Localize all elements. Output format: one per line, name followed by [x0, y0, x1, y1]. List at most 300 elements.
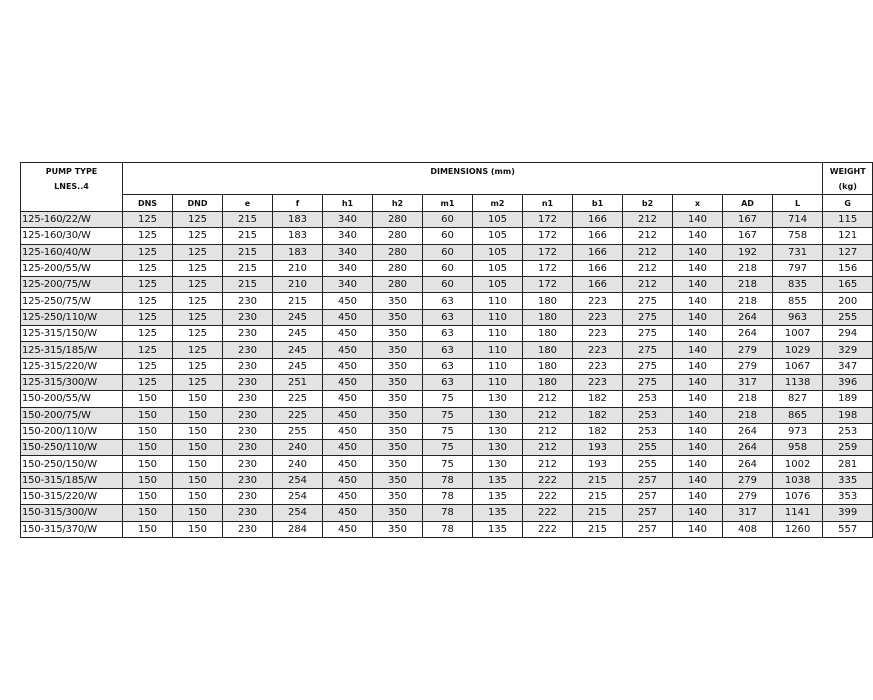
table-row: [21, 212, 873, 228]
cell-g: 396: [823, 374, 873, 390]
cell-b2: 212: [623, 244, 673, 260]
cell-m1: 75: [423, 423, 473, 439]
cell-dns: 125: [123, 326, 173, 342]
pump-type-cell: 125-200/75/W: [21, 277, 123, 293]
cell-g: 294: [823, 326, 873, 342]
column-header-ad: AD: [723, 195, 773, 212]
cell-b1: 223: [573, 326, 623, 342]
pump-type-cell: 125-200/55/W: [21, 260, 123, 276]
cell-f: 210: [273, 277, 323, 293]
cell-g: 353: [823, 489, 873, 505]
cell-ad: 317: [723, 374, 773, 390]
cell-dnd: 150: [173, 456, 223, 472]
pump-type-cell: 125-315/185/W: [21, 342, 123, 358]
cell-e: 230: [223, 423, 273, 439]
cell-l: 958: [773, 440, 823, 456]
table-row: [21, 521, 873, 537]
cell-b2: 275: [623, 309, 673, 325]
table-row: [21, 342, 873, 358]
cell-m2: 105: [473, 228, 523, 244]
cell-m2: 105: [473, 260, 523, 276]
cell-l: 714: [773, 212, 823, 228]
cell-h2: 350: [373, 472, 423, 488]
cell-g: 255: [823, 309, 873, 325]
cell-n1: 180: [523, 358, 573, 374]
cell-n1: 180: [523, 309, 573, 325]
cell-f: 245: [273, 342, 323, 358]
dimensions-table-container: [20, 162, 866, 538]
header-row-middle: [21, 179, 873, 195]
cell-b2: 255: [623, 440, 673, 456]
table-row: [21, 309, 873, 325]
cell-x: 140: [673, 228, 723, 244]
cell-h2: 350: [373, 521, 423, 537]
cell-h2: 350: [373, 489, 423, 505]
cell-dns: 125: [123, 277, 173, 293]
cell-e: 230: [223, 456, 273, 472]
cell-e: 230: [223, 358, 273, 374]
cell-dnd: 125: [173, 293, 223, 309]
cell-dns: 125: [123, 293, 173, 309]
cell-x: 140: [673, 440, 723, 456]
cell-m2: 110: [473, 326, 523, 342]
cell-h2: 350: [373, 456, 423, 472]
cell-l: 835: [773, 277, 823, 293]
table-row: [21, 456, 873, 472]
cell-x: 140: [673, 293, 723, 309]
cell-m2: 130: [473, 407, 523, 423]
cell-f: 225: [273, 391, 323, 407]
cell-g: 156: [823, 260, 873, 276]
cell-n1: 172: [523, 212, 573, 228]
cell-dnd: 150: [173, 391, 223, 407]
cell-m2: 110: [473, 342, 523, 358]
cell-dns: 150: [123, 472, 173, 488]
cell-ad: 317: [723, 505, 773, 521]
dimensions-header: DIMENSIONS (mm): [123, 163, 823, 180]
cell-x: 140: [673, 342, 723, 358]
pump-type-cell: 125-160/22/W: [21, 212, 123, 228]
cell-m2: 135: [473, 521, 523, 537]
cell-x: 140: [673, 489, 723, 505]
cell-h1: 450: [323, 456, 373, 472]
cell-h2: 280: [373, 212, 423, 228]
cell-m1: 78: [423, 472, 473, 488]
cell-n1: 222: [523, 489, 573, 505]
cell-b2: 253: [623, 391, 673, 407]
cell-l: 758: [773, 228, 823, 244]
cell-g: 281: [823, 456, 873, 472]
cell-m2: 110: [473, 293, 523, 309]
cell-e: 230: [223, 440, 273, 456]
cell-h2: 350: [373, 374, 423, 390]
cell-dns: 125: [123, 228, 173, 244]
cell-m2: 105: [473, 277, 523, 293]
cell-dns: 125: [123, 244, 173, 260]
cell-n1: 180: [523, 326, 573, 342]
cell-ad: 279: [723, 342, 773, 358]
cell-g: 253: [823, 423, 873, 439]
cell-h2: 280: [373, 260, 423, 276]
cell-m1: 78: [423, 489, 473, 505]
cell-x: 140: [673, 309, 723, 325]
cell-dnd: 125: [173, 260, 223, 276]
cell-h2: 350: [373, 423, 423, 439]
cell-dnd: 125: [173, 358, 223, 374]
model-series-header: LNES..4: [21, 179, 123, 195]
cell-m1: 60: [423, 277, 473, 293]
cell-b2: 212: [623, 277, 673, 293]
cell-ad: 264: [723, 456, 773, 472]
cell-m2: 110: [473, 374, 523, 390]
cell-h1: 450: [323, 374, 373, 390]
cell-g: 259: [823, 440, 873, 456]
cell-l: 1067: [773, 358, 823, 374]
cell-b2: 212: [623, 228, 673, 244]
cell-g: 200: [823, 293, 873, 309]
cell-f: 215: [273, 293, 323, 309]
cell-h1: 450: [323, 521, 373, 537]
cell-l: 855: [773, 293, 823, 309]
pump-type-cell: 125-315/300/W: [21, 374, 123, 390]
cell-x: 140: [673, 521, 723, 537]
cell-dns: 150: [123, 407, 173, 423]
cell-b1: 223: [573, 309, 623, 325]
cell-b1: 223: [573, 342, 623, 358]
cell-m1: 63: [423, 358, 473, 374]
cell-f: 210: [273, 260, 323, 276]
cell-m2: 110: [473, 358, 523, 374]
cell-h1: 450: [323, 342, 373, 358]
cell-b1: 193: [573, 456, 623, 472]
cell-b1: 223: [573, 358, 623, 374]
cell-x: 140: [673, 326, 723, 342]
cell-b1: 166: [573, 228, 623, 244]
cell-dns: 125: [123, 358, 173, 374]
cell-l: 1038: [773, 472, 823, 488]
cell-x: 140: [673, 374, 723, 390]
cell-e: 215: [223, 260, 273, 276]
cell-b1: 215: [573, 521, 623, 537]
cell-ad: 264: [723, 440, 773, 456]
cell-n1: 172: [523, 228, 573, 244]
cell-dnd: 150: [173, 489, 223, 505]
cell-ad: 167: [723, 212, 773, 228]
cell-b1: 166: [573, 244, 623, 260]
cell-e: 230: [223, 326, 273, 342]
cell-m1: 63: [423, 374, 473, 390]
cell-b1: 223: [573, 374, 623, 390]
cell-x: 140: [673, 212, 723, 228]
cell-dnd: 150: [173, 407, 223, 423]
dimensions-header-spacer: [123, 179, 823, 195]
cell-m1: 75: [423, 391, 473, 407]
pump-type-cell: 150-200/75/W: [21, 407, 123, 423]
cell-b2: 253: [623, 423, 673, 439]
table-body: [21, 212, 873, 538]
column-header-g: G: [823, 195, 873, 212]
cell-dnd: 125: [173, 212, 223, 228]
cell-e: 230: [223, 407, 273, 423]
cell-n1: 212: [523, 391, 573, 407]
cell-b2: 275: [623, 342, 673, 358]
cell-h2: 350: [373, 440, 423, 456]
pump-type-cell: 150-315/220/W: [21, 489, 123, 505]
cell-dns: 125: [123, 260, 173, 276]
cell-e: 230: [223, 293, 273, 309]
cell-b2: 253: [623, 407, 673, 423]
cell-h1: 340: [323, 260, 373, 276]
column-header-l: L: [773, 195, 823, 212]
cell-f: 251: [273, 374, 323, 390]
pump-type-cell: 150-200/55/W: [21, 391, 123, 407]
cell-dns: 125: [123, 212, 173, 228]
cell-dns: 150: [123, 456, 173, 472]
cell-b1: 193: [573, 440, 623, 456]
column-header-n1: n1: [523, 195, 573, 212]
cell-l: 1141: [773, 505, 823, 521]
cell-l: 1260: [773, 521, 823, 537]
column-header-m2: m2: [473, 195, 523, 212]
cell-l: 797: [773, 260, 823, 276]
pump-type-cell: 150-250/110/W: [21, 440, 123, 456]
cell-n1: 212: [523, 456, 573, 472]
cell-h1: 450: [323, 293, 373, 309]
cell-n1: 222: [523, 505, 573, 521]
cell-n1: 180: [523, 293, 573, 309]
cell-ad: 264: [723, 309, 773, 325]
cell-n1: 222: [523, 521, 573, 537]
cell-m2: 130: [473, 423, 523, 439]
cell-ad: 218: [723, 260, 773, 276]
cell-m2: 135: [473, 472, 523, 488]
cell-f: 245: [273, 309, 323, 325]
cell-h1: 340: [323, 244, 373, 260]
cell-h1: 450: [323, 326, 373, 342]
cell-dnd: 150: [173, 440, 223, 456]
cell-f: 245: [273, 358, 323, 374]
cell-e: 215: [223, 277, 273, 293]
cell-f: 183: [273, 212, 323, 228]
cell-x: 140: [673, 505, 723, 521]
header-row-top: [21, 163, 873, 180]
column-header-h2: h2: [373, 195, 423, 212]
pump-type-header-spacer: [21, 195, 123, 212]
cell-l: 731: [773, 244, 823, 260]
cell-dns: 150: [123, 423, 173, 439]
cell-g: 399: [823, 505, 873, 521]
cell-h1: 450: [323, 505, 373, 521]
cell-dnd: 125: [173, 244, 223, 260]
cell-m2: 135: [473, 489, 523, 505]
pump-type-cell: 125-160/40/W: [21, 244, 123, 260]
cell-m1: 60: [423, 212, 473, 228]
cell-dnd: 125: [173, 228, 223, 244]
cell-g: 347: [823, 358, 873, 374]
cell-x: 140: [673, 472, 723, 488]
cell-f: 225: [273, 407, 323, 423]
cell-ad: 218: [723, 407, 773, 423]
cell-ad: 218: [723, 277, 773, 293]
cell-dnd: 125: [173, 326, 223, 342]
cell-ad: 279: [723, 489, 773, 505]
column-header-dns: DNS: [123, 195, 173, 212]
cell-h1: 450: [323, 407, 373, 423]
cell-l: 1138: [773, 374, 823, 390]
cell-dnd: 150: [173, 423, 223, 439]
cell-f: 254: [273, 489, 323, 505]
cell-b1: 166: [573, 260, 623, 276]
cell-m1: 78: [423, 505, 473, 521]
cell-m2: 130: [473, 391, 523, 407]
column-header-b2: b2: [623, 195, 673, 212]
cell-e: 230: [223, 374, 273, 390]
cell-g: 335: [823, 472, 873, 488]
cell-e: 215: [223, 228, 273, 244]
table-row: [21, 391, 873, 407]
cell-f: 284: [273, 521, 323, 537]
cell-ad: 279: [723, 472, 773, 488]
cell-h2: 350: [373, 505, 423, 521]
pump-type-header: PUMP TYPE: [21, 163, 123, 180]
cell-dns: 150: [123, 505, 173, 521]
cell-l: 1007: [773, 326, 823, 342]
cell-m1: 63: [423, 342, 473, 358]
cell-b2: 255: [623, 456, 673, 472]
cell-f: 183: [273, 228, 323, 244]
cell-h2: 350: [373, 342, 423, 358]
weight-unit-header: (kg): [823, 179, 873, 195]
cell-f: 254: [273, 472, 323, 488]
table-row: [21, 358, 873, 374]
cell-m1: 60: [423, 244, 473, 260]
cell-b2: 275: [623, 374, 673, 390]
table-row: [21, 472, 873, 488]
cell-n1: 172: [523, 244, 573, 260]
weight-header: WEIGHT: [823, 163, 873, 180]
table-row: [21, 505, 873, 521]
pump-type-cell: 125-315/220/W: [21, 358, 123, 374]
column-header-row: [21, 195, 873, 212]
cell-h2: 280: [373, 244, 423, 260]
cell-dns: 150: [123, 391, 173, 407]
cell-e: 230: [223, 391, 273, 407]
cell-e: 230: [223, 521, 273, 537]
cell-dnd: 150: [173, 521, 223, 537]
pump-type-cell: 125-160/30/W: [21, 228, 123, 244]
cell-l: 1029: [773, 342, 823, 358]
pump-type-cell: 125-250/75/W: [21, 293, 123, 309]
cell-g: 115: [823, 212, 873, 228]
cell-g: 198: [823, 407, 873, 423]
table-row: [21, 326, 873, 342]
cell-b1: 182: [573, 407, 623, 423]
cell-x: 140: [673, 260, 723, 276]
cell-ad: 218: [723, 293, 773, 309]
cell-b1: 182: [573, 391, 623, 407]
cell-m1: 63: [423, 326, 473, 342]
cell-m1: 75: [423, 407, 473, 423]
cell-l: 1076: [773, 489, 823, 505]
cell-b1: 166: [573, 277, 623, 293]
cell-g: 127: [823, 244, 873, 260]
cell-n1: 180: [523, 374, 573, 390]
table-row: [21, 228, 873, 244]
cell-b2: 275: [623, 293, 673, 309]
cell-h2: 350: [373, 358, 423, 374]
cell-dnd: 125: [173, 374, 223, 390]
cell-dns: 125: [123, 374, 173, 390]
cell-m1: 75: [423, 440, 473, 456]
cell-h1: 340: [323, 212, 373, 228]
cell-l: 973: [773, 423, 823, 439]
table-row: [21, 440, 873, 456]
cell-m2: 130: [473, 440, 523, 456]
cell-h2: 350: [373, 309, 423, 325]
cell-m1: 60: [423, 228, 473, 244]
cell-n1: 172: [523, 277, 573, 293]
cell-x: 140: [673, 456, 723, 472]
cell-ad: 218: [723, 391, 773, 407]
cell-dns: 150: [123, 489, 173, 505]
cell-h2: 350: [373, 407, 423, 423]
column-header-f: f: [273, 195, 323, 212]
cell-l: 963: [773, 309, 823, 325]
pump-dimensions-table: [20, 162, 873, 538]
table-row: [21, 407, 873, 423]
cell-m2: 105: [473, 212, 523, 228]
cell-dnd: 125: [173, 277, 223, 293]
cell-l: 865: [773, 407, 823, 423]
cell-m2: 110: [473, 309, 523, 325]
cell-ad: 264: [723, 423, 773, 439]
cell-n1: 172: [523, 260, 573, 276]
cell-dnd: 150: [173, 505, 223, 521]
cell-e: 215: [223, 212, 273, 228]
cell-m2: 105: [473, 244, 523, 260]
cell-b2: 257: [623, 489, 673, 505]
cell-f: 255: [273, 423, 323, 439]
cell-g: 165: [823, 277, 873, 293]
pump-type-cell: 150-315/370/W: [21, 521, 123, 537]
cell-h1: 450: [323, 309, 373, 325]
cell-m1: 60: [423, 260, 473, 276]
cell-m2: 130: [473, 456, 523, 472]
cell-dnd: 150: [173, 472, 223, 488]
table-row: [21, 489, 873, 505]
cell-f: 240: [273, 440, 323, 456]
cell-n1: 212: [523, 423, 573, 439]
cell-b2: 212: [623, 260, 673, 276]
column-header-b1: b1: [573, 195, 623, 212]
pump-type-cell: 150-250/150/W: [21, 456, 123, 472]
table-row: [21, 260, 873, 276]
cell-h1: 450: [323, 472, 373, 488]
cell-f: 183: [273, 244, 323, 260]
cell-g: 121: [823, 228, 873, 244]
column-header-x: x: [673, 195, 723, 212]
cell-l: 827: [773, 391, 823, 407]
cell-b2: 257: [623, 521, 673, 537]
pump-type-cell: 150-315/185/W: [21, 472, 123, 488]
cell-e: 230: [223, 505, 273, 521]
cell-g: 557: [823, 521, 873, 537]
table-row: [21, 293, 873, 309]
cell-dns: 125: [123, 309, 173, 325]
cell-e: 230: [223, 472, 273, 488]
column-header-m1: m1: [423, 195, 473, 212]
cell-e: 230: [223, 342, 273, 358]
